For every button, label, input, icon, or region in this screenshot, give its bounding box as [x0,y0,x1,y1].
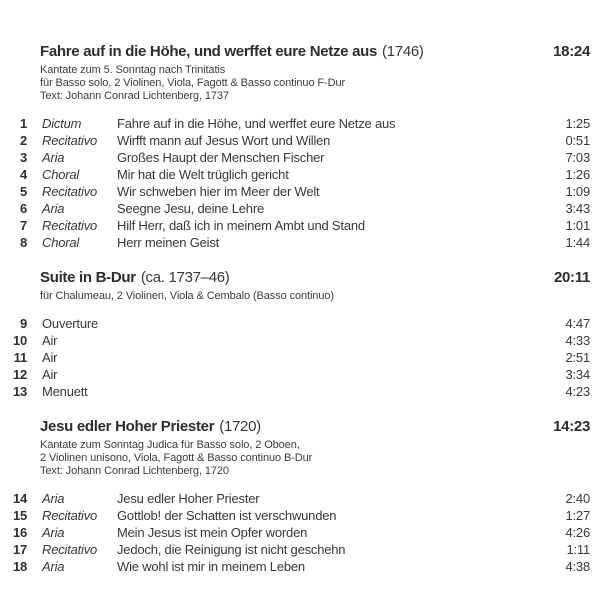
track-duration: 1:01 [565,218,590,233]
track-row [0,332,590,349]
track-row [0,315,590,332]
work-section [0,419,590,575]
track-duration: 4:38 [565,559,590,574]
track-number: 5 [19,184,27,199]
track-duration: 1:44 [565,235,590,250]
track-duration: 4:23 [565,384,590,399]
track-title: Fahre auf in die Höhe, und werffet eure Netze aus [117,116,396,131]
track-duration: 1:25 [565,116,590,131]
track-number: 9 [19,316,27,331]
track-number: 3 [19,150,27,165]
track-duration: 0:51 [565,133,590,148]
tracklist [0,44,590,575]
track-title: Gottlob! der Schatten ist verschwunden [117,508,337,523]
track-row [0,234,590,251]
track-row [0,217,590,234]
track-duration: 3:43 [565,201,590,216]
work-section [0,270,590,400]
track-title: Ouverture [42,316,99,331]
track-title: Air [42,367,58,382]
track-number: 1 [19,116,27,131]
track-number: 13 [12,384,27,399]
track-row [0,349,590,366]
track-row [0,115,590,132]
track-genre: Aria [42,559,65,574]
track-row [0,541,590,558]
track-genre: Aria [42,150,65,165]
track-row [0,524,590,541]
track-row [0,132,590,149]
track-genre: Choral [42,167,80,182]
track-number: 7 [19,218,27,233]
track-row [0,366,590,383]
track-row [0,558,590,575]
track-number: 17 [12,542,27,557]
track-number: 6 [19,201,27,216]
instrumentation-line: Kantate zum Sonntag Judica für Basso solo, 2 Oboen, [40,439,300,451]
track-row [0,383,590,400]
track-duration: 7:03 [565,150,590,165]
track-number: 10 [12,333,27,348]
track-title: Seegne Jesu, deine Lehre [117,201,264,216]
track-number: 2 [19,133,27,148]
track-genre: Aria [42,201,65,216]
track-genre: Dictum [42,116,82,131]
track-title: Wirfft mann auf Jesus Wort und Willen [117,133,331,148]
work-heading [40,419,590,435]
track-row [0,183,590,200]
work-heading [40,44,590,60]
instrumentation-line: Text: Johann Conrad Lichtenberg, 1737 [40,90,229,102]
work-instrumentation [40,439,590,478]
track-title: Wir schweben hier im Meer der Welt [117,184,320,199]
track-duration: 1:09 [565,184,590,199]
track-duration: 4:26 [565,525,590,540]
track-title: Air [42,350,58,365]
track-title: Air [42,333,58,348]
work-duration: 18:24 [553,43,590,60]
work-title: Jesu edler Hoher Priester [40,418,215,435]
track-row [0,490,590,507]
work-heading [40,270,590,286]
track-genre: Recitativo [42,133,98,148]
track-duration: 1:26 [565,167,590,182]
track-number: 8 [19,235,27,250]
track-duration: 2:40 [565,491,590,506]
work-section [0,44,590,251]
track-number: 18 [12,559,27,574]
work-instrumentation [40,290,590,303]
instrumentation-line: Text: Johann Conrad Lichtenberg, 1720 [40,465,229,477]
track-list [0,115,590,251]
work-title: Fahre auf in die Höhe, und werffet eure Netze aus [40,43,378,60]
track-row [0,507,590,524]
track-duration: 3:34 [565,367,590,382]
instrumentation-line: für Chalumeau, 2 Violinen, Viola & Cembalo (Basso continuo) [40,290,334,302]
track-row [0,149,590,166]
track-title: Jedoch, die Reinigung ist nicht geschehn [117,542,346,557]
instrumentation-line: für Basso solo, 2 Violinen, Viola, Fagott & Basso continuo F-Dur [40,77,346,89]
track-list [0,490,590,575]
work-year: (1746) [382,43,424,60]
track-list [0,315,590,400]
track-duration: 4:47 [565,316,590,331]
track-duration: 1:27 [565,508,590,523]
track-number: 4 [19,167,27,182]
track-row [0,166,590,183]
track-genre: Recitativo [42,218,98,233]
work-year: (1720) [219,418,261,435]
track-number: 16 [12,525,27,540]
work-year: (ca. 1737–46) [140,269,230,286]
track-genre: Choral [42,235,80,250]
track-row [0,200,590,217]
track-number: 12 [12,367,27,382]
track-genre: Recitativo [42,542,98,557]
track-duration: 2:51 [565,350,590,365]
track-title: Menuett [42,384,88,399]
track-genre: Recitativo [42,508,98,523]
track-duration: 1:11 [566,542,590,557]
track-duration: 4:33 [565,333,590,348]
track-title: Mir hat die Welt trüglich gericht [117,167,289,182]
track-genre: Recitativo [42,184,98,199]
track-number: 15 [12,508,27,523]
track-number: 14 [12,491,27,506]
track-title: Großes Haupt der Menschen Fischer [117,150,325,165]
track-title: Herr meinen Geist [117,235,220,250]
work-duration: 20:11 [553,269,590,286]
work-instrumentation [40,64,590,103]
track-title: Jesu edler Hoher Priester [117,491,260,506]
work-title: Suite in B-Dur [40,269,136,286]
track-title: Wie wohl ist mir in meinem Leben [117,559,305,574]
track-title: Mein Jesus ist mein Opfer worden [117,525,308,540]
instrumentation-line: 2 Violinen unisono, Viola, Fagott & Basso continuo B-Dur [40,452,313,464]
track-genre: Aria [42,491,65,506]
track-title: Hilf Herr, daß ich in meinem Ambt und Stand [117,218,365,233]
work-duration: 14:23 [553,418,590,435]
track-genre: Aria [42,525,65,540]
track-number: 11 [13,350,27,365]
instrumentation-line: Kantate zum 5. Sonntag nach Trinitatis [40,64,226,76]
